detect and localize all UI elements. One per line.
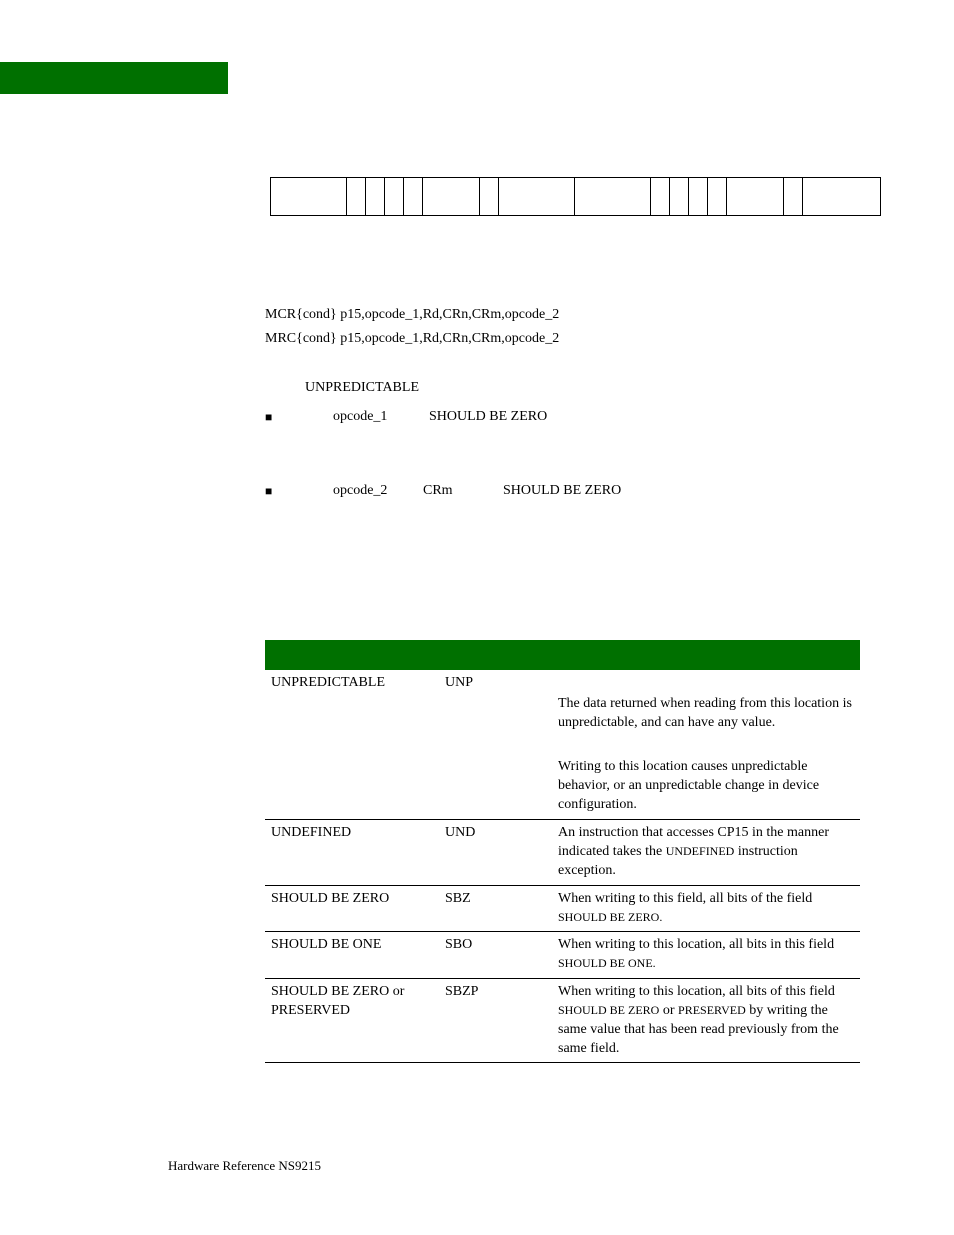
bit-field xyxy=(708,178,727,215)
term-cell: SHOULD BE ZERO or PRESERVED xyxy=(271,984,405,1018)
desc-cell-read: The data returned when reading from this location is unpredictable, and can have any value. xyxy=(558,696,852,730)
desc-text: When writing to this location, all bits of this field xyxy=(558,984,835,999)
term-cell: UNDEFINED xyxy=(271,825,352,840)
desc-cell xyxy=(558,935,858,973)
desc-smallcaps: SHOULD BE ZERO. xyxy=(558,910,663,924)
abbr-cell: SBZP xyxy=(445,984,479,999)
desc-cell xyxy=(558,823,858,880)
desc-smallcaps: SHOULD BE ONE. xyxy=(558,956,656,970)
desc-cell xyxy=(558,982,858,1058)
term-cell: UNPREDICTABLE xyxy=(271,675,385,690)
desc-text: instruction exception. xyxy=(558,844,798,878)
bullet2-field: opcode_2 xyxy=(333,483,388,498)
table-row xyxy=(265,886,860,932)
page-footer: Hardware Reference NS9215 xyxy=(168,1158,322,1173)
abbr-cell: UNP xyxy=(445,675,474,690)
bullet2-value: SHOULD BE ZERO xyxy=(503,483,622,498)
chapter-tab xyxy=(0,62,228,94)
bit-field-l xyxy=(480,178,499,215)
table-row xyxy=(265,670,860,820)
terminology-table xyxy=(265,640,860,1063)
bit-field-opcode1 xyxy=(423,178,481,215)
desc-text: When writing to this location, all bits in this field xyxy=(558,937,835,952)
bullet-square-icon: ■ xyxy=(265,410,273,424)
abbr-cell: SBZ xyxy=(445,891,471,906)
desc-text: by writing the same value that has been read previously from the same field. xyxy=(558,1003,839,1056)
desc-smallcaps: PRESERVED xyxy=(678,1003,746,1017)
mcr-syntax: MCR{cond} p15,opcode_1,Rd,CRn,CRm,opcode_2 xyxy=(265,307,560,322)
bit-field xyxy=(670,178,689,215)
desc-smallcaps: SHOULD BE ZERO xyxy=(558,1003,660,1017)
abbr-cell: UND xyxy=(445,825,476,840)
bit-field-crm xyxy=(803,178,880,215)
table-header xyxy=(265,640,860,670)
bit-field xyxy=(784,178,803,215)
table-row xyxy=(265,820,860,886)
desc-cell xyxy=(558,889,858,927)
desc-text: or xyxy=(659,1003,679,1018)
table-row xyxy=(265,932,860,979)
table-row xyxy=(265,979,860,1063)
unpredictable-term: UNPREDICTABLE xyxy=(305,380,419,395)
bit-field-crn xyxy=(499,178,575,215)
bullet2-field2: CRm xyxy=(423,483,453,498)
bit-field xyxy=(651,178,670,215)
bullet1-field: opcode_1 xyxy=(333,409,388,424)
term-cell: SHOULD BE ONE xyxy=(271,937,382,952)
desc-cell-write: Writing to this location causes unpredictable behavior, or an unpredictable change in device configuration. xyxy=(558,759,820,812)
desc-text: An instruction that accesses CP15 in the manner indicated takes the xyxy=(558,825,829,859)
mrc-syntax: MRC{cond} p15,opcode_1,Rd,CRn,CRm,opcode_2 xyxy=(265,331,560,346)
bit-field xyxy=(366,178,385,215)
bit-field xyxy=(385,178,404,215)
term-cell: SHOULD BE ZERO xyxy=(271,891,390,906)
bit-field xyxy=(689,178,708,215)
abbr-cell: SBO xyxy=(445,937,473,952)
bit-field-opcode2 xyxy=(727,178,785,215)
bit-field xyxy=(404,178,423,215)
bit-field xyxy=(347,178,366,215)
bullet-square-icon: ■ xyxy=(265,484,273,498)
bullet1-value: SHOULD BE ZERO xyxy=(429,409,548,424)
desc-text: When writing to this field, all bits of the field xyxy=(558,891,813,906)
instruction-bit-diagram xyxy=(270,177,881,216)
desc-smallcaps: UNDEFINED xyxy=(665,844,735,858)
bit-field-rd xyxy=(575,178,651,215)
bit-field-cond xyxy=(271,178,347,215)
